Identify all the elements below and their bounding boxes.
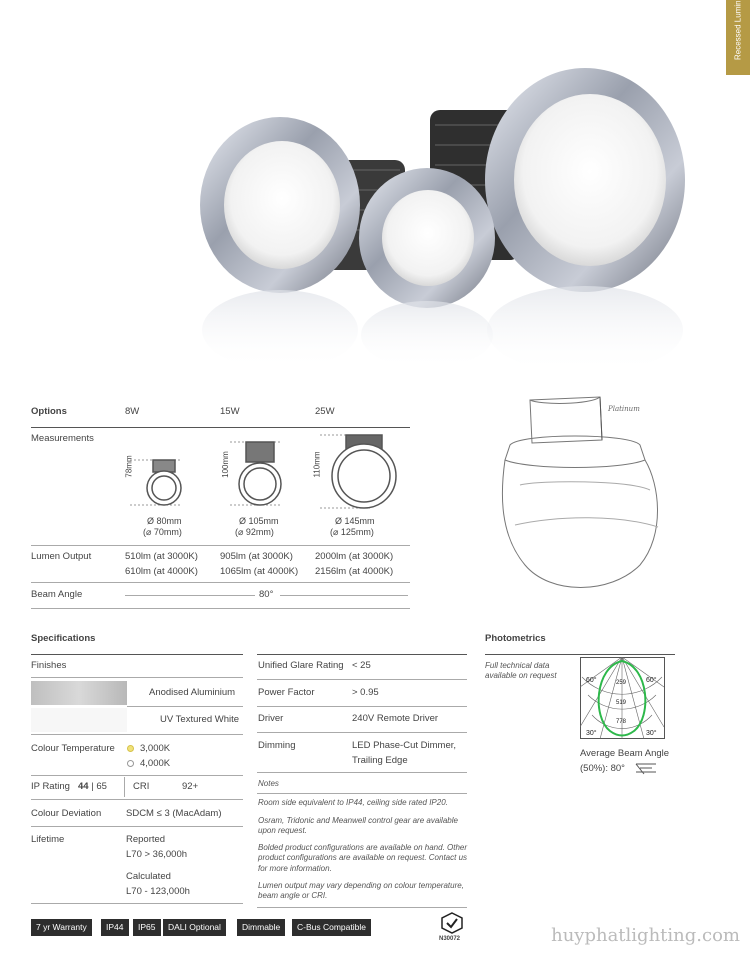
calculated-value: L70 - 123,000h <box>126 886 190 897</box>
height-15w: 100mm <box>220 451 230 478</box>
badge-ip65: IP65 <box>133 919 161 936</box>
dia-25w: Ø 145mm <box>335 516 375 526</box>
driver-label: Driver <box>258 713 284 724</box>
beam-label: Beam Angle <box>31 589 83 600</box>
watermark: huyphatlighting.com <box>551 925 740 946</box>
lifetime-label: Lifetime <box>31 834 65 845</box>
option-col-15w: 15W <box>220 406 240 417</box>
angle-30-right: 30° <box>646 730 657 737</box>
polar-diagram <box>580 657 665 739</box>
dimming-value-1: LED Phase-Cut Dimmer, <box>352 740 457 751</box>
ip-sep: | <box>91 781 94 792</box>
ip-values <box>78 781 107 792</box>
pf-label: Power Factor <box>258 687 315 698</box>
angle-30-left: 30° <box>586 730 597 737</box>
note-3: Bolded product configurations are available on hand. Other product configurations are available on request. Contact us for more information. <box>258 843 468 873</box>
note-4: Lumen output may vary depending on colour temperature, beam angle or CRI. <box>258 881 464 901</box>
finish-white: UV Textured White <box>160 714 240 725</box>
height-25w: 110mm <box>312 451 322 478</box>
ugr-label: Unified Glare Rating <box>258 660 344 671</box>
note-1: Room side equivalent to IP44, ceiling side rated IP20. <box>258 798 448 807</box>
beam-value: 80° <box>259 589 274 600</box>
ip-44: 44 <box>78 781 89 792</box>
warm-dot-icon <box>127 745 134 752</box>
note-2: Osram, Tridonic and Meanwell control gear are available upon request. <box>258 816 458 836</box>
dia-8w: Ø 80mm <box>147 516 182 526</box>
photometrics-header: Photometrics <box>485 633 546 644</box>
photometrics-note: Full technical data available on request <box>485 661 557 681</box>
cut-15w: (⌀ 92mm) <box>235 527 274 537</box>
dimming-value-2: Trailing Edge <box>352 755 408 766</box>
cut-25w: (⌀ 125mm) <box>330 527 374 537</box>
badge-dali: DALI Optional <box>163 919 226 936</box>
lumen-8w-4000: 610lm (at 4000K) <box>125 566 198 577</box>
lumen-25w-3000: 2000lm (at 3000K) <box>315 551 394 562</box>
badge-cbus: C-Bus Compatible <box>292 919 371 936</box>
temp-3000 <box>127 743 170 754</box>
neutral-dot-icon <box>127 760 134 767</box>
white-swatch <box>31 708 127 732</box>
badge-warranty: 7 yr Warranty <box>31 919 92 936</box>
finishes-label: Finishes <box>31 660 67 671</box>
dimension-drawings <box>120 430 420 520</box>
measurements-label: Measurements <box>31 433 94 444</box>
dia-15w: Ø 105mm <box>239 516 279 526</box>
lumen-15w-4000: 1065lm (at 4000K) <box>220 566 299 577</box>
angle-60-right: 60° <box>646 677 657 684</box>
angle-60-left: 60° <box>586 677 597 684</box>
dimming-label: Dimming <box>258 740 296 751</box>
deviation-label: Colour Deviation <box>31 808 102 819</box>
value-519: 519 <box>616 700 627 706</box>
reported-value: L70 > 36,000h <box>126 849 188 860</box>
rcm-cert-icon <box>440 912 464 934</box>
lumen-25w-4000: 2156lm (at 4000K) <box>315 566 394 577</box>
cut-8w: (⌀ 70mm) <box>143 527 182 537</box>
section-tab: Recessed Lumin <box>726 0 750 75</box>
cri-value: 92+ <box>182 781 199 792</box>
product-sketch <box>480 385 730 615</box>
temp-4000-label: 4,000K <box>140 758 171 769</box>
value-778: 778 <box>616 719 627 725</box>
product-hero-image <box>190 40 690 380</box>
beam-angle-label: Average Beam Angle <box>580 748 670 759</box>
option-col-25w: 25W <box>315 406 335 417</box>
cert-code: N30072 <box>439 936 461 942</box>
colour-temp-label: Colour Temperature <box>31 743 115 754</box>
pf-value: > 0.95 <box>352 687 379 698</box>
option-col-8w: 8W <box>125 406 140 417</box>
lumen-15w-3000: 905lm (at 3000K) <box>220 551 293 562</box>
beam-angle-value: (50%): 80° <box>580 763 625 774</box>
badge-dimmable: Dimmable <box>237 919 285 936</box>
height-8w: 78mm <box>124 455 134 478</box>
temp-3000-label: 3,000K <box>140 743 171 754</box>
cri-label: CRI <box>133 781 150 792</box>
beam-icon <box>634 762 658 776</box>
ip-65: 65 <box>96 781 107 792</box>
temp-4000 <box>127 758 170 769</box>
ip-label: IP Rating <box>31 781 70 792</box>
ugr-value: < 25 <box>352 660 371 671</box>
options-header: Options <box>31 406 67 417</box>
lumen-8w-3000: 510lm (at 3000K) <box>125 551 198 562</box>
badge-ip44: IP44 <box>101 919 129 936</box>
deviation-value: SDCM ≤ 3 (MacAdam) <box>126 808 222 819</box>
driver-value: 240V Remote Driver <box>352 713 439 724</box>
reported-label: Reported <box>126 834 166 845</box>
sketch-caption: Platinum <box>608 405 640 413</box>
calculated-label: Calculated <box>126 871 171 882</box>
specifications-header: Specifications <box>31 633 96 644</box>
finish-anodised: Anodised Aluminium <box>149 687 236 698</box>
lumen-label: Lumen Output <box>31 551 92 562</box>
value-259: 259 <box>616 680 627 686</box>
notes-label: Notes <box>258 779 279 788</box>
anodised-swatch <box>31 681 127 705</box>
